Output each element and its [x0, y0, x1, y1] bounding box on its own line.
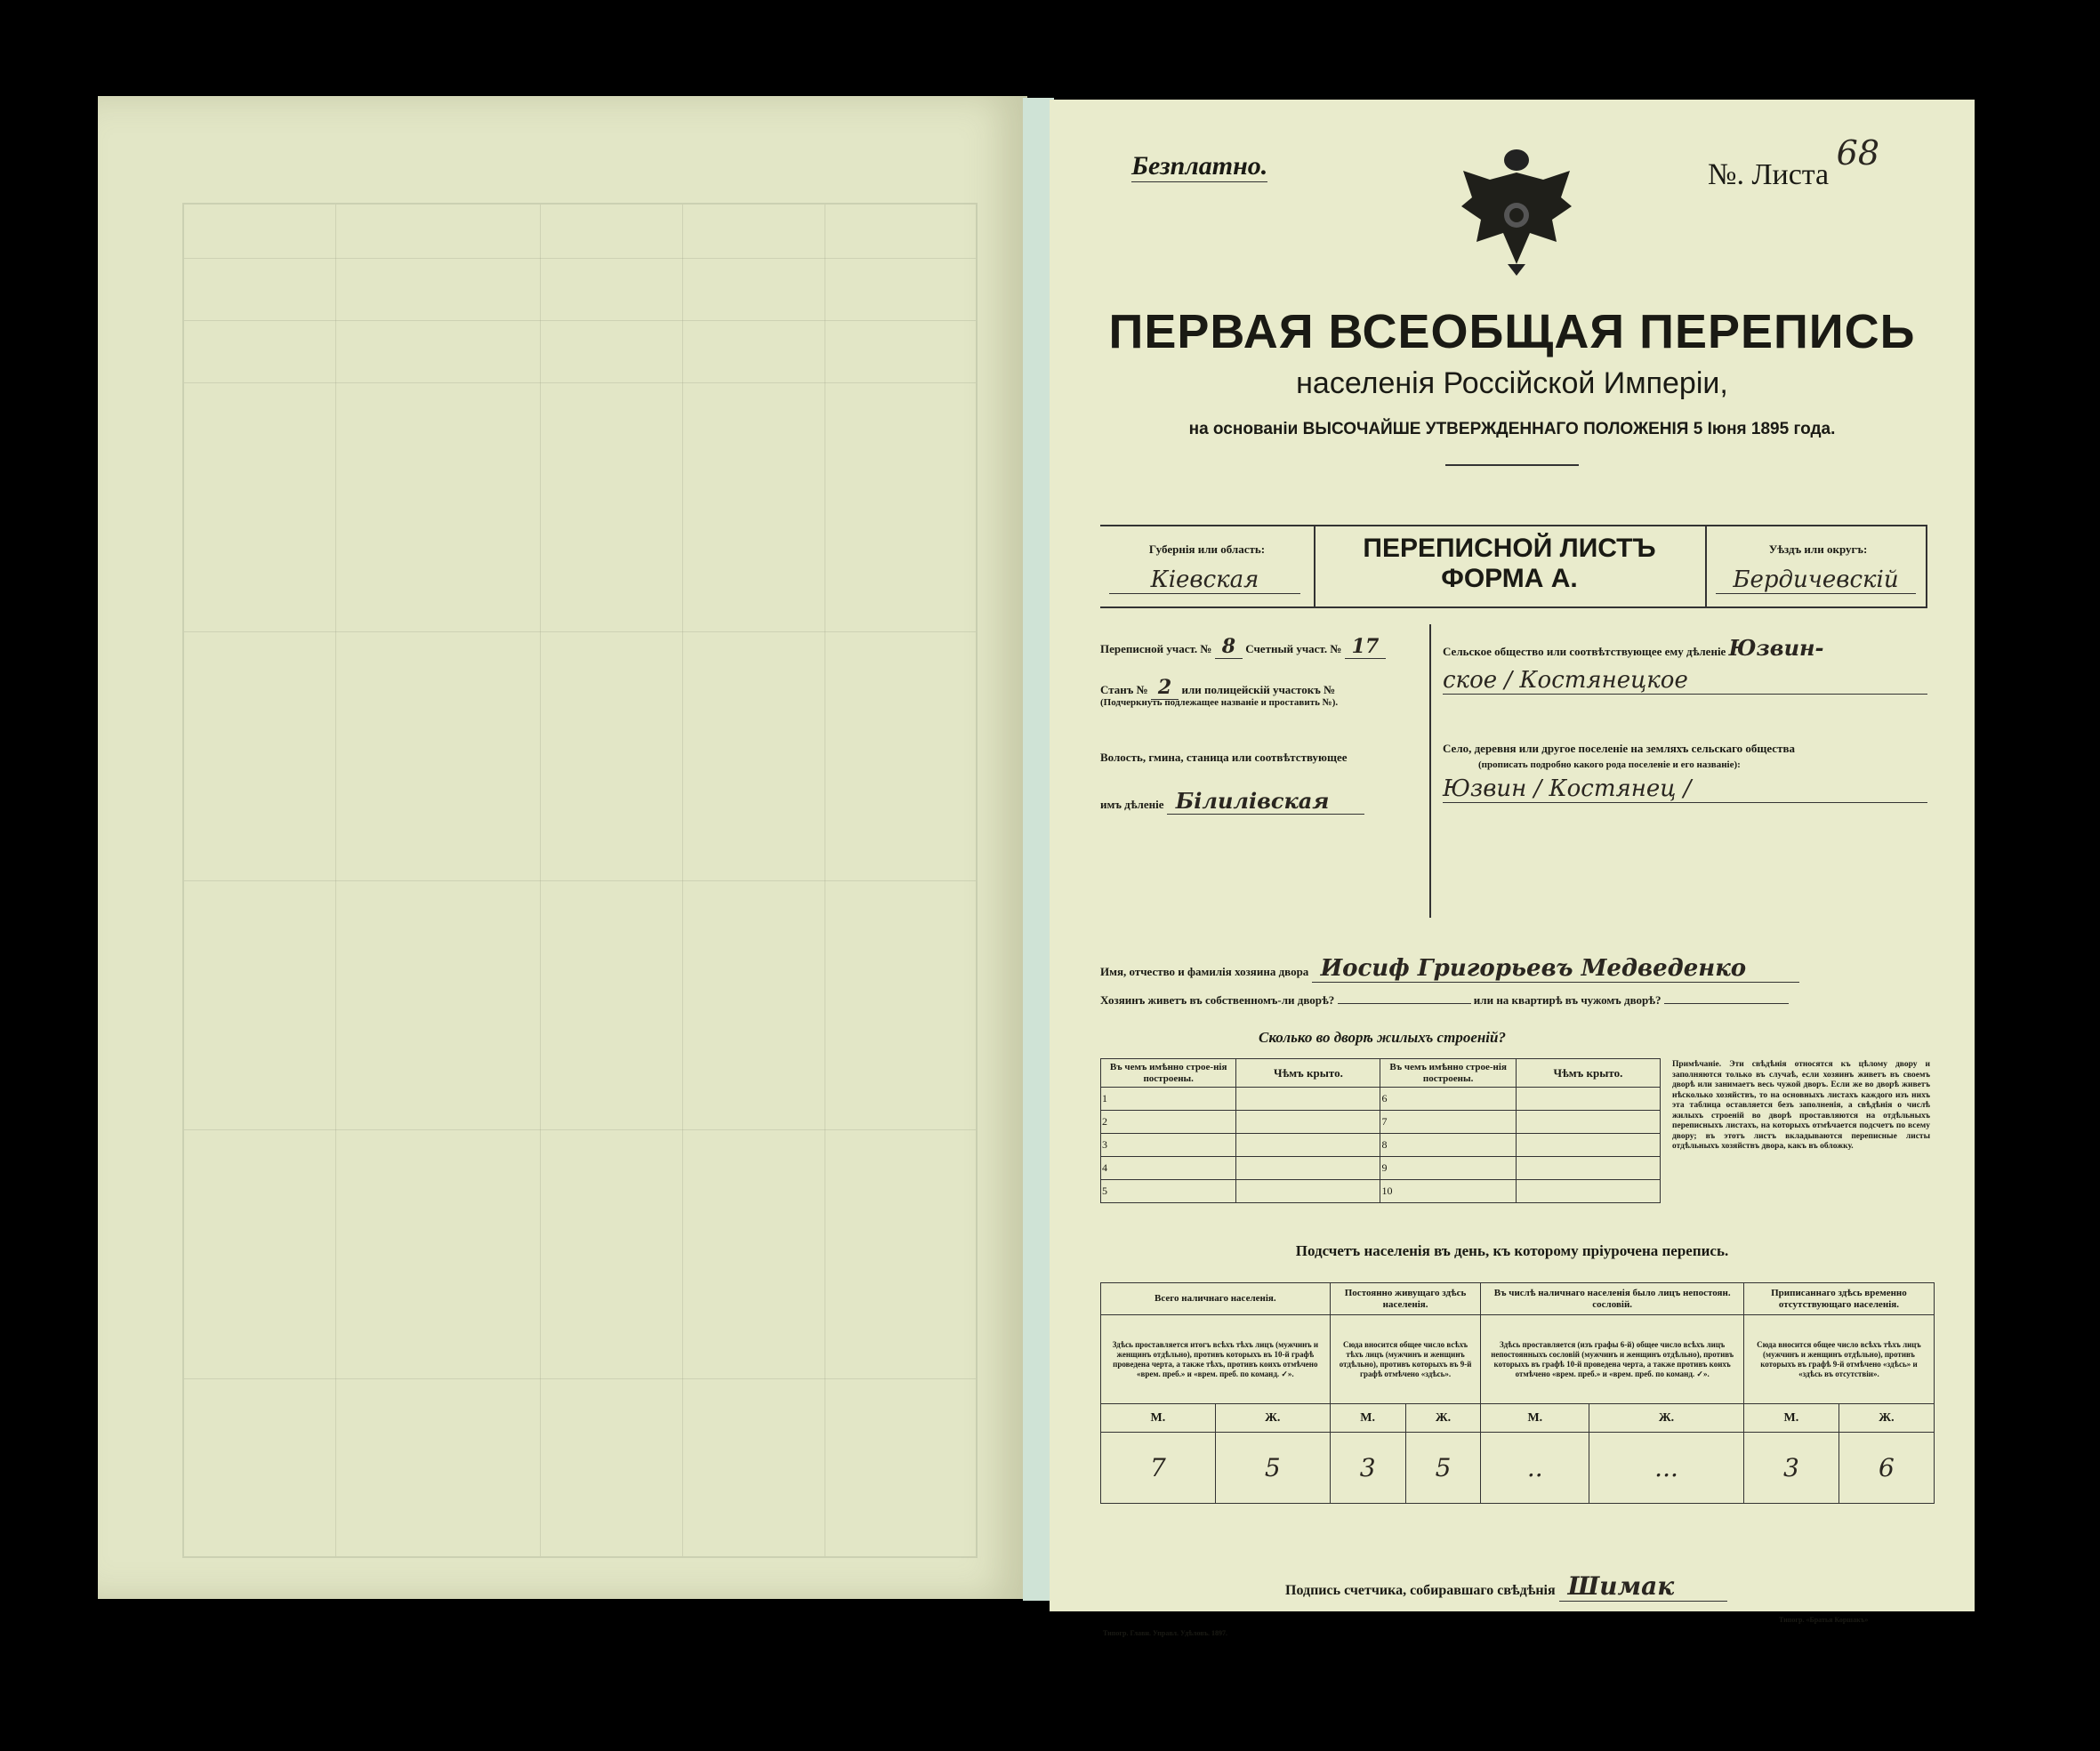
village-value: Юзвин / Костянец / — [1443, 775, 1927, 803]
buildings-question: Сколько во дворѣ жилыхъ строеній? — [1259, 1029, 1506, 1046]
stan-note: (Подчеркнуть подлежащее названіе и проставить №). — [1100, 697, 1339, 708]
uezd-label: Уѣздъ или округъ: — [1768, 542, 1868, 556]
count-female-value: 5 — [1215, 1433, 1330, 1504]
owner-row: Имя, отчество и фамилія хозяина двора Иосиф Григорьевъ Медведенко — [1100, 955, 1799, 982]
sheet-number-value: 68 — [1836, 133, 1880, 173]
count-heading: Подсчетъ населенія въ день, къ которому пріурочена перепись. — [1295, 1242, 1729, 1259]
count-group-desc: Сюда вносится общее число всѣхъ тѣхъ лицъ (мужчинъ и женщинъ отдѣльно), противъ которыхъ въ 9-й графѣ отмѣчено «здѣсь». — [1330, 1315, 1481, 1404]
female-label: Ж. — [1839, 1404, 1934, 1433]
count-male-value: 7 — [1101, 1433, 1216, 1504]
residence-row: Хозяинъ живетъ въ собственномъ-ли дворѣ? или на квартирѣ въ чужомъ дворѣ? — [1100, 993, 1927, 1008]
male-label: М. — [1101, 1404, 1216, 1433]
society-row: Сельское общество или соотвѣтствующее ему дѣленіе Юзвин- — [1443, 635, 1824, 661]
buildings-col-roof: Чѣмъ крыто. — [1236, 1059, 1380, 1088]
location-fields-right — [1443, 624, 1927, 918]
sheet-number — [1708, 133, 1880, 192]
count-group-desc: Здѣсь проставляется (изъ графы 6-й) общее число всѣхъ лицъ непостоянныхъ сословій (мужчинъ и женщинъ отдѣльно), противъ которыхъ въ графѣ 10-й проведена черта, а также противъ коихъ отмѣчено «врем. преб.» и «врем. преб. по команд. ✓». — [1481, 1315, 1743, 1404]
sheet-number-label: №. Листа — [1708, 158, 1830, 191]
volost-row: имъ дѣленіе Білилівская — [1100, 788, 1364, 814]
count-male-value: 3 — [1743, 1433, 1839, 1504]
village-note: (прописать подробно какого рода поселеніе и его названіе): — [1478, 759, 1741, 770]
buildings-row-no: 2 — [1101, 1111, 1236, 1134]
printer-imprint-right: Типогр. «Братья Коршакъ» — [1779, 1616, 1869, 1624]
buildings-table — [1100, 1058, 1661, 1203]
uezd-value: Бердичевскій — [1716, 566, 1916, 594]
buildings-row-no: 9 — [1380, 1157, 1516, 1180]
buildings-row-no: 8 — [1380, 1134, 1516, 1157]
volost-label: Волость, гмина, станица или соотвѣтствующее — [1100, 751, 1348, 764]
female-label: Ж. — [1405, 1404, 1481, 1433]
count-group-desc: Здѣсь проставляется итогъ всѣхъ тѣхъ лицъ (мужчинъ и женщинъ отдѣльно), противъ которыхъ въ 10-й графѣ проведена черта, а также тѣхъ, противъ коихъ отмѣчено «врем. преб.» и «врем. преб. по команд. ✓». — [1101, 1315, 1331, 1404]
count-group-head: Всего наличнаго населенія. — [1101, 1283, 1331, 1315]
buildings-row-no: 1 — [1101, 1088, 1236, 1111]
census-basis: на основаніи ВЫСОЧАЙШЕ УТВЕРЖДЕННАГО ПОЛОЖЕНІЯ 5 Іюня 1895 года. — [1188, 420, 1836, 438]
count-male-value: .. — [1481, 1433, 1589, 1504]
owner-value: Иосиф Григорьевъ Медведенко — [1312, 955, 1800, 983]
society-value-2: ское / Костянецкое — [1443, 667, 1927, 695]
uchastok-row: Переписной участ. № 8 Счетный участ. № 17 — [1100, 635, 1386, 658]
free-label: Безплатно. — [1131, 151, 1268, 181]
male-label: М. — [1743, 1404, 1839, 1433]
location-fields-left — [1100, 624, 1431, 918]
count-group-head: Постоянно живущаго здѣсь населенія. — [1330, 1283, 1481, 1315]
buildings-note: Примѣчаніе. Эти свѣдѣнія относятся къ цѣлому двору и заполняются только въ случаѣ, если хозяинъ живетъ въ своемъ дворѣ или занимаетъ весь чужой дворъ. Если же во дворѣ живетъ нѣсколько хозяйствъ, то на основныхъ листахъ каждого изъ нихъ эта таблица оставляется безъ заполненія, а свѣдѣнія о числѣ жилыхъ строеній во дворѣ проставляются на отдѣльныхъ переписныхъ листахъ, на которыхъ отмѣчается подсчетъ по всему двору; въ этотъ листъ вкладываются переписные листы отдѣльныхъ хозяйствъ двора, какъ въ обложку. — [1672, 1060, 1930, 1151]
ornament-divider — [1445, 464, 1579, 466]
form-title: ПЕРЕПИСНОЙ ЛИСТЪ — [1363, 534, 1656, 563]
male-label: М. — [1481, 1404, 1589, 1433]
stan-value: 2 — [1151, 676, 1179, 700]
count-female-value: 6 — [1839, 1433, 1934, 1504]
count-group-head: Въ числѣ наличнаго населенія было лицъ непостоян. сословій. — [1481, 1283, 1743, 1315]
society-value-1: Юзвин- — [1728, 635, 1824, 661]
count-male-value: 3 — [1330, 1433, 1405, 1504]
count-female-value: 5 — [1405, 1433, 1481, 1504]
census-form-page — [1050, 100, 1975, 1637]
count-group-head: Приписаннаго здѣсь временно отсутствующаго населенія. — [1743, 1283, 1934, 1315]
buildings-col-material: Въ чемъ имѣнно строе-нія построены. — [1101, 1059, 1236, 1088]
female-label: Ж. — [1589, 1404, 1744, 1433]
buildings-row-no: 3 — [1101, 1134, 1236, 1157]
form-type: ФОРМА А. — [1441, 564, 1578, 593]
bleed-through-grid — [182, 203, 978, 1558]
volost-value: Білилівская — [1167, 788, 1365, 815]
census-subtitle: населенія Россійской Имперіи, — [1296, 366, 1728, 400]
count-group-desc: Сюда вносится общее число всѣхъ тѣхъ лицъ (мужчинъ и женщинъ отдѣльно), противъ которыхъ въ графѣ 9-й отмѣчено «здѣсь» и «здѣсь въ отсутствіи». — [1743, 1315, 1934, 1404]
census-title: ПЕРВАЯ ВСЕОБЩАЯ ПЕРЕПИСЬ — [1108, 305, 1916, 358]
population-count-table — [1100, 1282, 1935, 1504]
buildings-row-no: 7 — [1380, 1111, 1516, 1134]
buildings-col-roof-2: Чѣмъ крыто. — [1516, 1059, 1660, 1088]
left-page — [98, 96, 1027, 1599]
buildings-row-no: 10 — [1380, 1180, 1516, 1203]
buildings-row-no: 6 — [1380, 1088, 1516, 1111]
form-box — [1100, 525, 1927, 608]
uchastok-value: 8 — [1215, 635, 1243, 659]
buildings-col-material-2: Въ чемъ имѣнно строе-нія построены. — [1380, 1059, 1516, 1088]
imperial-eagle-emblem — [1454, 144, 1579, 277]
female-label: Ж. — [1215, 1404, 1330, 1433]
count-female-value: ... — [1589, 1433, 1744, 1504]
buildings-row-no: 5 — [1101, 1180, 1236, 1203]
signature-value: Шимак — [1559, 1571, 1728, 1602]
schetnyi-value: 17 — [1345, 635, 1387, 659]
stan-row: Станъ № 2 или полицейскій участокъ № — [1100, 676, 1336, 699]
gubernia-value: Кіевская — [1109, 566, 1300, 594]
male-label: М. — [1330, 1404, 1405, 1433]
village-label: Село, деревня или другое поселеніе на земляхъ сельскаго общества — [1443, 742, 1795, 755]
printer-imprint-left: Типогр. Главн. Управл. Удѣловъ. 1897. — [1103, 1629, 1228, 1637]
signature-row: Подпись счетчика, собиравшаго свѣдѣнія Шимак — [1285, 1571, 1727, 1601]
buildings-row-no: 4 — [1101, 1157, 1236, 1180]
gubernia-label: Губернія или область: — [1148, 542, 1266, 556]
